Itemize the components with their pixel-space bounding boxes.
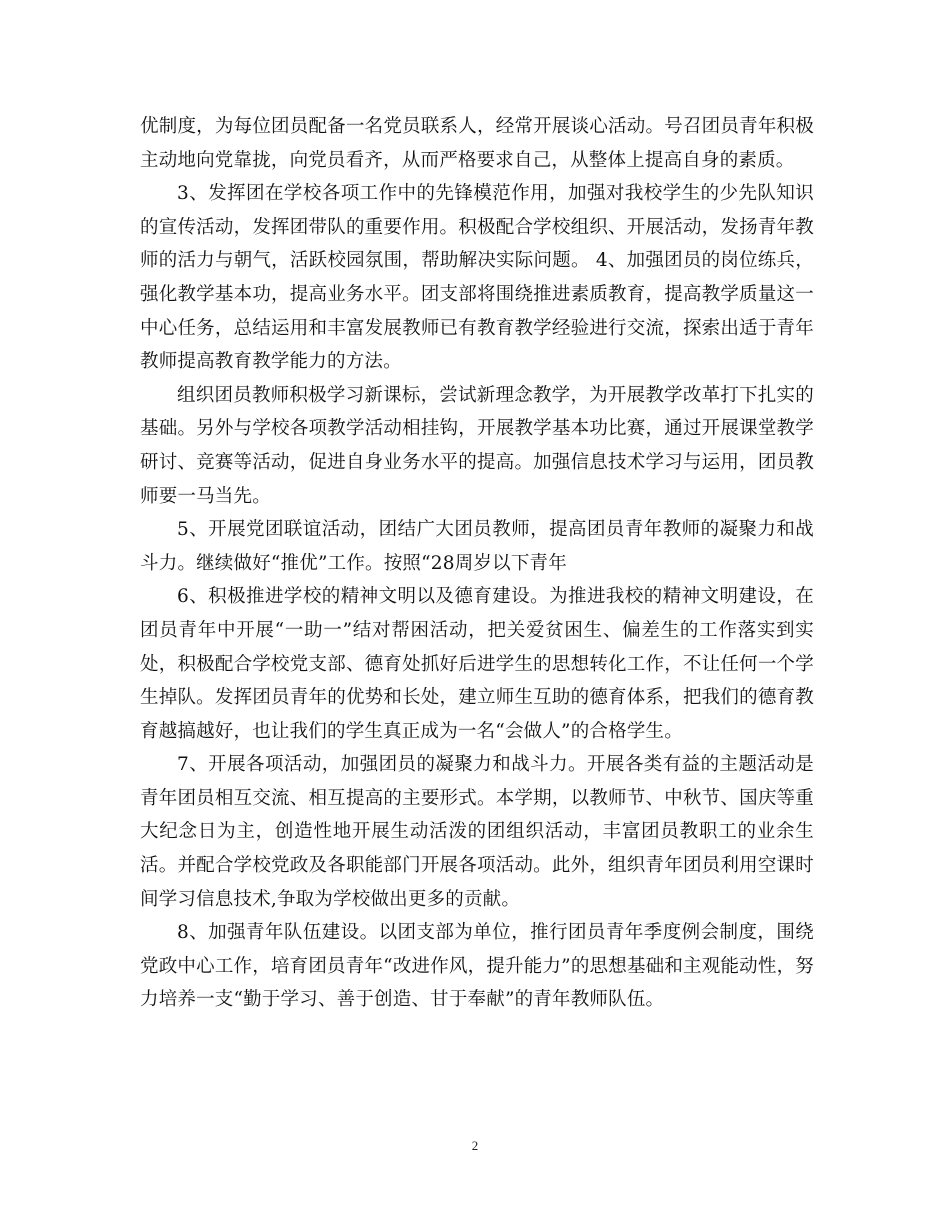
paragraph-7: 8、加强青年队伍建设。以团支部为单位，推行团员青年季度例会制度，围绕党政中心工作，培育团员青年“改进作风，提升能力”的思想基础和主观能动性，努力培养一支“勤于学习、善于创造、甘于奉献”的青年教师队伍。 [140, 922, 814, 1011]
paragraph-3: 组织团员教师积极学习新课标，尝试新理念教学，为开展教学改革打下扎实的基础。另外与学校各项教学活动相挂钩，开展教学基本功比赛，通过开展课堂教学研讨、竞赛等活动，促进自身业务水平的提高。加强信息技术学习与运用，团员教师要一马当先。 [140, 384, 814, 507]
page-number: 2 [471, 1138, 479, 1153]
paragraph-1: 优制度，为每位团员配备一名党员联系人，经常开展谈心活动。号召团员青年积极主动地向党靠拢，向党员看齐，从而严格要求自己，从整体上提高自身的素质。 [140, 116, 814, 171]
paragraph-6: 7、开展各项活动，加强团员的凝聚力和战斗力。开展各类有益的主题活动是青年团员相互交流、相互提高的主要形式。本学期，以教师节、中秋节、国庆等重大纪念日为主，创造性地开展生动活泼的团组织活动，丰富团员教职工的业余生活。并配合学校党政及各职能部门开展各项活动。此外，组织青年团员利用空课时间学习信息技术,争取为学校做出更多的贡献。 [140, 754, 814, 910]
paragraph-2: 3、发挥团在学校各项工作中的先锋模范作用，加强对我校学生的少先队知识的宣传活动，发挥团带队的重要作用。积极配合学校组织、开展活动，发扬青年教师的活力与朝气，活跃校园氛围，帮助解决实际问题。 4、加强团员的岗位练兵，强化教学基本功，提高业务水平。团支部将围绕推进素质教育，提高教学质量这一中心任务，总结运用和丰富发展教师已有教育教学经验进行交流，探索出适于青年教师提高教育教学能力的方法。 [140, 183, 814, 373]
document-body [140, 110, 814, 1017]
paragraph-5: 6、积极推进学校的精神文明以及德育建设。为推进我校的精神文明建设，在团员青年中开展“一助一”结对帮困活动，把关爱贫困生、偏差生的工作落实到实处，积极配合学校党支部、德育处抓好后进学生的思想转化工作，不让任何一个学生掉队。发挥团员青年的优势和长处，建立师生互助的德育体系，把我们的德育教育越搞越好，也让我们的学生真正成为一名“会做人”的合格学生。 [140, 586, 814, 742]
paragraph-4: 5、开展党团联谊活动，团结广大团员教师，提高团员青年教师的凝聚力和战斗力。继续做好“推优”工作。按照“28周岁以下青年 [140, 519, 814, 574]
